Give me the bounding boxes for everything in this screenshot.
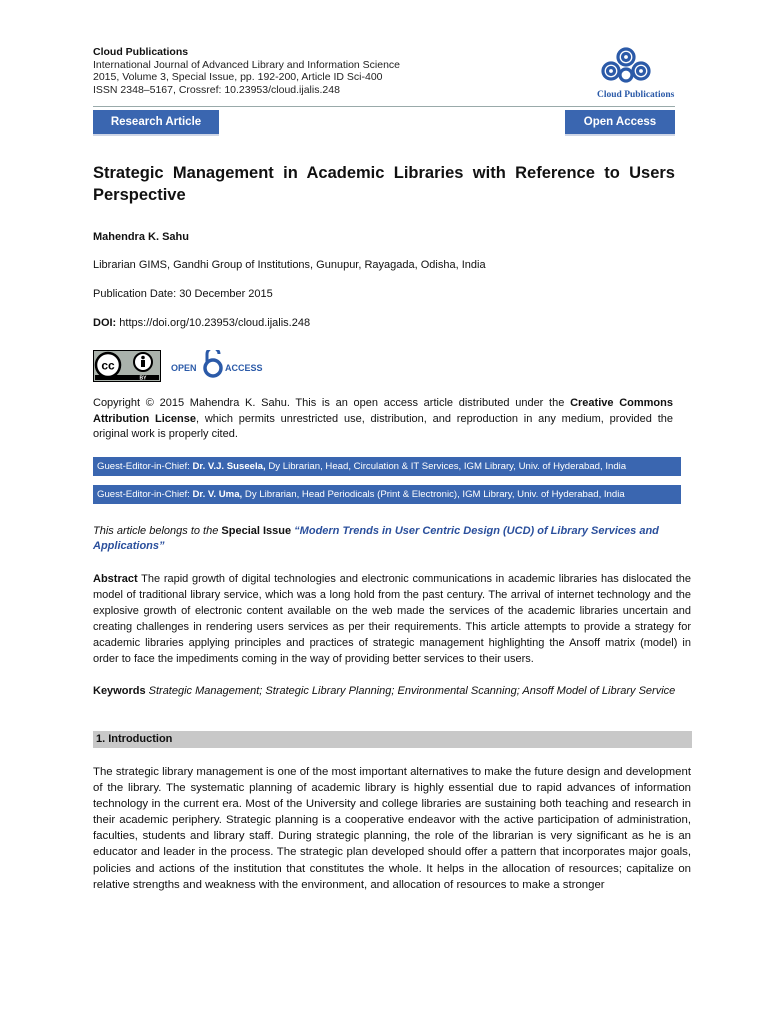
special-issue-title[interactable]: “Modern Trends in User Centric Design (UCD) of Library Services and Applications” <box>93 525 659 552</box>
editor-detail: Dy Librarian, Head Periodicals (Print & Electronic), IGM Library, Univ. of Hyderabad, India <box>242 489 625 500</box>
cc-by-license-icon[interactable] <box>93 350 161 382</box>
logo-text: Cloud Publications <box>597 90 675 100</box>
editor-label: Guest-Editor-in-Chief: <box>97 461 193 472</box>
affiliation: Librarian GIMS, Gandhi Group of Institutions, Gunupur, Rayagada, Odisha, India <box>93 259 486 271</box>
open-access-badge: Open Access <box>565 110 675 134</box>
doi-line <box>93 317 310 329</box>
journal-header <box>93 46 400 96</box>
guest-editor-bar <box>93 485 681 504</box>
doi-label: DOI: <box>93 317 117 329</box>
section-body: The strategic library management is one of the most important alternatives to make the future design and development of the library. The systematic planning of academic library is highly essential due to rapid advances of information technology in the current era. Most of the University and college libraries are sustaining both teaching and research in their academic periphery. Strategic planning is a cooperative endeavor with the active participation of administration, faculties, students and library staff. During strategic planning, the role of the librarian is very significant as he is an educator and leader in the process. The strategic plan developed should offer a pattern that incorporates major goals, policies and actions of the institution that constitutes the whole. It helps in the allocation of resources; capitalize on relative strengths and weakness with the environment, and allocation of resources to make a stronger <box>93 766 691 891</box>
editor-detail: Dy Librarian, Head, Circulation & IT Services, IGM Library, Univ. of Hyderabad, India <box>265 461 627 472</box>
copyright-post: , which permits unrestricted use, distribution, and reproduction in any medium, provided the original work is properly cited. <box>93 412 673 440</box>
doi-link[interactable]: https://doi.org/10.23953/cloud.ijalis.248 <box>119 317 311 329</box>
open-access-logo <box>171 350 266 382</box>
research-article-badge: Research Article <box>93 110 219 134</box>
oa-open-text: OPEN <box>171 363 197 373</box>
header-rule <box>93 106 675 107</box>
oa-access-text: ACCESS <box>225 363 263 373</box>
keywords-label: Keywords <box>93 685 146 697</box>
copyright-notice <box>93 396 673 443</box>
issn-line: ISSN 2348–5167, Crossref: 10.23953/cloud.ijalis.248 <box>93 83 340 96</box>
cc-text: cc <box>101 358 115 373</box>
special-issue-label: Special Issue <box>221 525 292 537</box>
article-title: Strategic Management in Academic Libraries with Reference to Users Perspective <box>93 164 675 204</box>
copyright-license: Creative Commons Attribution License <box>93 397 673 425</box>
editor-name: Dr. V. Uma, <box>192 489 243 500</box>
publisher-name: Cloud Publications <box>93 46 189 58</box>
special-issue-note <box>93 524 683 554</box>
section-heading: 1. Introduction <box>93 731 692 748</box>
abstract <box>93 571 691 667</box>
abstract-text: The rapid growth of digital technologies and electronic communications in academic libraries has dislocated the model of traditional library service, which was a long hold from the past century. The arrival of internet technology and the explosive growth of electronic content available on the web made the services of the academic libraries uncertain and creating challenges in rendering users services as per their requirements. This article attempts to provide a strategy for academic libraries applying principles and practices of strategic management highlighting the Ansoff matrix (model) in order to face the impediments coming in the way of providing better services to their users. <box>93 573 691 665</box>
editor-label: Guest-Editor-in-Chief: <box>97 489 193 500</box>
guest-editor-bar <box>93 457 681 476</box>
abstract-label: Abstract <box>93 573 138 585</box>
keywords-text: Strategic Management; Strategic Library Planning; Environmental Scanning; Ansoff Model of Library Service <box>145 685 676 697</box>
copyright-pre: Copyright © 2015 Mahendra K. Sahu. This is an open access article distributed under the <box>93 397 571 409</box>
author-name: Mahendra K. Sahu <box>93 231 189 243</box>
journal-name: International Journal of Advanced Library and Information Science <box>93 58 401 71</box>
editor-name: Dr. V.J. Suseela, <box>192 461 266 472</box>
keywords <box>93 683 691 699</box>
special-issue-pre: This article belongs to the <box>93 525 222 537</box>
cloud-publications-logo <box>597 45 677 101</box>
publication-date: Publication Date: 30 December 2015 <box>93 288 273 300</box>
volume-line: 2015, Volume 3, Special Issue, pp. 192-200, Article ID Sci-400 <box>93 71 383 83</box>
by-text: BY <box>139 375 147 382</box>
